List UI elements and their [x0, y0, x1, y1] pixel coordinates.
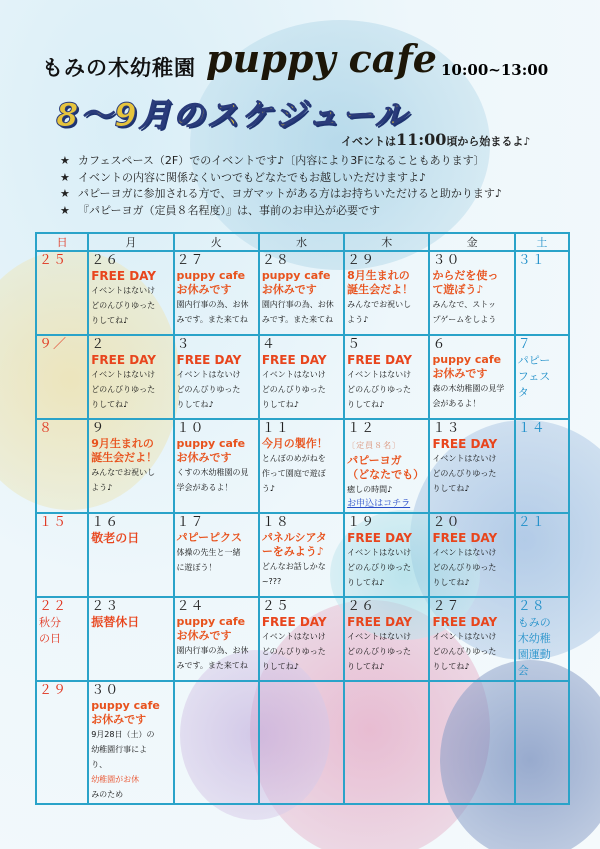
calendar-day-cell [174, 597, 259, 681]
event-detail: りしてね♪ [432, 662, 470, 671]
day-number [177, 337, 256, 353]
day-number [518, 253, 566, 269]
calendar-day-cell [88, 681, 173, 804]
notes-list [60, 153, 502, 219]
event-subtitle: お休みです [176, 283, 232, 296]
event-subtitle: ーをみよう♪ [261, 545, 324, 558]
note-item: ★ イベントの内容に関係なくいつでもどなたでもお越しいただけますよ♪ [60, 170, 427, 184]
event-detail: どのんびりゆった [432, 647, 497, 656]
holiday-text: の日 [39, 632, 61, 645]
calendar-day-cell [429, 513, 514, 597]
day-number [39, 337, 85, 353]
event-detail: イベントはないけ [347, 632, 412, 641]
day-number [177, 599, 256, 615]
day-number-text: ４ [261, 337, 276, 352]
saturday-event-text: 会 [517, 664, 529, 677]
calendar-day-cell [429, 251, 514, 335]
event-title: FREE DAY [91, 269, 156, 283]
event-detail: みんなで、ストッ [432, 300, 497, 309]
day-number [177, 253, 256, 269]
calendar-day-cell [515, 681, 569, 804]
event-detail: りしてね♪ [91, 316, 129, 325]
event-title: 9月生まれの [91, 437, 154, 450]
day-number [39, 515, 85, 531]
calendar-day-cell [429, 419, 514, 513]
event-detail: よう♪ [91, 483, 113, 492]
calendar-day-cell [259, 419, 344, 513]
day-number [432, 337, 511, 353]
calendar-day-cell [36, 251, 88, 335]
event-detail: みです。また来てね [261, 315, 334, 324]
calendar-day-cell [88, 419, 173, 513]
event-detail: イベントはないけ [261, 370, 326, 379]
day-number [262, 253, 341, 269]
calendar-day-cell [174, 513, 259, 597]
event-title: 今月の製作！ [261, 437, 328, 450]
day-number-text: １７ [176, 515, 205, 530]
event-detail: りしてね♪ [176, 400, 214, 409]
event-detail: り、 [91, 760, 108, 769]
event-detail: くすの木幼稚園の見 [176, 468, 249, 477]
event-detail: 幼稚園行事によ [91, 745, 148, 754]
start-time-note: イベントは11:00頃から始まるよ♪ [341, 130, 531, 149]
event-title: FREE DAY [347, 615, 412, 629]
calendar-day-cell [344, 597, 429, 681]
event-title: FREE DAY [432, 615, 498, 629]
event-subtitle: 誕生会だよ！ [347, 283, 414, 296]
event-title: puppy cafe [176, 437, 246, 450]
day-number [518, 337, 566, 353]
day-number [39, 683, 85, 699]
event-subtitle: お休みです [432, 367, 488, 380]
day-number-text: ２６ [347, 599, 376, 614]
saturday-event-text: パピー [517, 354, 551, 367]
event-detail: どのんびりゆった [261, 385, 326, 394]
event-detail: イベントはないけ [261, 632, 326, 641]
event-subtitle: お休みです [91, 713, 147, 726]
day-number-text: ３０ [91, 683, 120, 698]
weekday-thu: 木 [344, 233, 429, 251]
event-detail: 9月28日（土）の [91, 730, 155, 739]
event-detail: みです。また来てね [176, 315, 248, 324]
holiday-text: 秋分 [39, 616, 61, 629]
event-detail: りしてね♪ [261, 400, 299, 409]
event-detail: みんなでお祝いし [91, 468, 156, 477]
day-number-text: ２２ [39, 599, 68, 614]
event-title: FREE DAY [432, 531, 498, 545]
day-number-text: ６ [432, 337, 447, 352]
day-number-text: ２８ [261, 253, 290, 268]
day-number-text: ９ [91, 421, 106, 436]
event-subtitle: お休みです [261, 283, 317, 296]
cafe-name: puppy cafe [206, 36, 437, 81]
calendar-day-cell [36, 597, 88, 681]
event-title: 8月生まれの [347, 269, 410, 282]
calendar-day-cell [344, 335, 429, 419]
event-detail: どのんびりゆった [176, 385, 241, 394]
day-number-text: １０ [176, 421, 205, 436]
day-number [177, 515, 256, 531]
day-number-text: ２３ [91, 599, 120, 614]
saturday-event-text: 園運動 [517, 648, 551, 661]
day-number [262, 337, 341, 353]
day-number-text: １８ [261, 515, 290, 530]
calendar-day-cell [259, 681, 344, 804]
event-detail: 学会があるよ！ [176, 483, 233, 492]
day-number-text: ３０ [432, 253, 461, 268]
event-detail: どのんびりゆった [261, 647, 326, 656]
holiday-name: 敬老の日 [91, 531, 140, 545]
day-number-text: １２ [347, 421, 376, 436]
event-detail: 園内行事の為、お休 [176, 300, 249, 309]
calendar-day-cell [36, 419, 88, 513]
day-number-text: ２５ [39, 253, 68, 268]
page-title: 8～9月のスケジュール [56, 96, 409, 134]
calendar-week-row [36, 251, 569, 335]
calendar-day-cell [259, 513, 344, 597]
day-number-text: ２９ [347, 253, 376, 268]
day-number-text: ２６ [91, 253, 120, 268]
weekday-fri: 金 [429, 233, 514, 251]
day-number-text: ２８ [517, 599, 546, 614]
day-number [262, 515, 341, 531]
day-number-text: ３１ [517, 253, 546, 268]
day-number [347, 337, 426, 353]
event-title: FREE DAY [261, 615, 327, 629]
calendar-day-cell [36, 681, 88, 804]
day-number-text: １９ [347, 515, 376, 530]
event-detail: りしてね♪ [347, 578, 385, 587]
event-detail: 体操の先生と一緒 [176, 548, 241, 557]
event-detail: とんぼのめがねを [261, 454, 326, 463]
event-detail: イベントはないけ [347, 548, 412, 557]
calendar-day-cell [36, 513, 88, 597]
event-detail: みです。また来てね [176, 661, 248, 670]
calendar-day-cell [344, 681, 429, 804]
day-number-text: ２７ [432, 599, 461, 614]
calendar-day-cell [174, 681, 259, 804]
event-title: puppy cafe [176, 615, 246, 628]
calendar-day-cell [344, 251, 429, 335]
calendar-day-cell [88, 597, 173, 681]
day-number-text: １５ [39, 515, 68, 530]
day-number-text: ２ [91, 337, 106, 352]
event-title: パピーヨガ [347, 454, 402, 467]
event-detail: イベントはないけ [432, 548, 497, 557]
calendar-week-row [36, 513, 569, 597]
event-title: FREE DAY [432, 437, 498, 451]
event-title: puppy cafe [176, 269, 246, 282]
calendar-day-cell [259, 597, 344, 681]
day-number [347, 421, 426, 454]
calendar-day-cell [429, 681, 514, 804]
calendar-day-cell [429, 597, 514, 681]
saturday-event-text: 木幼稚 [517, 632, 551, 645]
event-detail: りしてね♪ [261, 662, 299, 671]
event-title: パネルシアタ [261, 531, 327, 544]
event-detail: どのんびりゆった [91, 385, 156, 394]
event-title: パピーピクス [176, 531, 242, 544]
event-title: FREE DAY [91, 353, 156, 367]
day-number [91, 683, 170, 699]
calendar-day-cell [515, 251, 569, 335]
day-number-text: １１ [261, 421, 290, 436]
day-number-text: １６ [91, 515, 120, 530]
hours: 10:00~13:00 [441, 61, 549, 79]
event-detail: みんなでお祝いし [347, 300, 412, 309]
event-subtitle: （どなたでも） [347, 468, 425, 481]
weekday-sat: 土 [515, 233, 569, 251]
day-number [91, 599, 170, 615]
calendar-day-cell [88, 513, 173, 597]
event-detail: イベントはないけ [432, 454, 497, 463]
calendar-day-cell [174, 251, 259, 335]
event-title: puppy cafe [432, 353, 502, 366]
day-number [432, 599, 511, 615]
weekday-sun: 日 [36, 233, 88, 251]
event-detail: よう♪ [347, 315, 369, 324]
event-detail: イベントはないけ [432, 632, 497, 641]
day-number [518, 599, 566, 615]
event-detail: りしてね♪ [347, 662, 385, 671]
holiday-name: 振替休日 [91, 615, 140, 629]
day-number-text: ２７ [176, 253, 205, 268]
event-detail: りしてね♪ [91, 400, 129, 409]
calendar-day-cell [344, 419, 429, 513]
event-detail: どのんびりゆった [91, 301, 156, 310]
day-number [347, 599, 426, 615]
event-detail: イベントはないけ [91, 286, 156, 295]
note-item: ★ パピーヨガに参加される方で、ヨガマットがある方はお持ちいただけると助かります♪ [60, 187, 502, 200]
event-detail: イベントはないけ [347, 370, 412, 379]
event-detail-highlight: 幼稚園がお休 [91, 775, 140, 784]
event-detail: う♪ [261, 484, 275, 493]
signup-link[interactable]: お申込はコチラ [347, 499, 411, 509]
event-detail: どのんびりゆった [347, 563, 412, 572]
weekday-wed: 水 [259, 233, 344, 251]
event-detail: プゲームをしよう [432, 315, 497, 324]
calendar-day-cell [88, 335, 173, 419]
event-detail: どのんびりゆった [347, 385, 412, 394]
day-number [347, 515, 426, 531]
event-subtitle: お休みです [176, 629, 232, 642]
calendar-day-cell [515, 335, 569, 419]
day-number-text: ２５ [261, 599, 290, 614]
weekday-mon: 月 [88, 233, 173, 251]
day-number [262, 599, 341, 615]
event-detail: 園内行事の為、お休 [261, 300, 334, 309]
day-number [262, 421, 341, 437]
day-number [432, 421, 511, 437]
day-number [177, 421, 256, 437]
day-number [39, 253, 85, 269]
event-detail: 園内行事の為、お休 [176, 646, 249, 655]
day-capacity-note: 〔定員８名〕 [347, 441, 402, 450]
day-number [91, 337, 170, 353]
event-detail: みのため [91, 790, 124, 799]
day-number-text: １４ [517, 421, 546, 436]
event-title: FREE DAY [347, 531, 412, 545]
day-number-text: ５ [347, 337, 362, 352]
event-title: FREE DAY [347, 353, 412, 367]
saturday-event-text: もみの [517, 616, 551, 629]
calendar-week-row [36, 419, 569, 513]
day-number [347, 253, 426, 269]
saturday-event-text: フェス [517, 370, 551, 383]
event-subtitle: て遊ぼう♪ [432, 283, 484, 296]
day-number-text: ７ [517, 337, 532, 352]
event-detail: 癒しの時間♪ [347, 485, 393, 494]
event-detail: どのんびりゆった [432, 469, 497, 478]
calendar-day-cell [515, 597, 569, 681]
event-detail: イベントはないけ [91, 370, 156, 379]
calendar-day-cell [515, 513, 569, 597]
day-number [518, 515, 566, 531]
schedule-calendar [35, 232, 570, 805]
note-item: ★ カフェスペース（2F）でのイベントです♪〔内容により3Fになることもあります〕 [60, 154, 485, 167]
event-title: puppy cafe [91, 699, 160, 712]
day-number [39, 421, 85, 437]
event-subtitle: 誕生会だよ！ [91, 451, 158, 464]
day-number-text: ２９ [39, 683, 68, 698]
event-title: puppy cafe [261, 269, 331, 282]
day-number-text: ８ [39, 421, 54, 436]
day-number [39, 599, 85, 615]
day-number-text: ３ [176, 337, 191, 352]
calendar-day-cell [174, 335, 259, 419]
event-detail: りしてね♪ [432, 484, 470, 493]
event-title: からだを使っ [432, 269, 499, 282]
event-detail: イベントはないけ [176, 370, 241, 379]
calendar-day-cell [259, 335, 344, 419]
calendar-week-row [36, 597, 569, 681]
event-title: FREE DAY [176, 353, 242, 367]
day-number-text: ２４ [176, 599, 205, 614]
org-name: もみの木幼稚園 [42, 56, 196, 80]
day-number [91, 253, 170, 269]
event-detail: りしてね♪ [432, 578, 470, 587]
calendar-day-cell [174, 419, 259, 513]
note-item: ★ 『パピーヨガ（定員８名程度）』は、事前のお申込が必要です [60, 203, 381, 217]
event-detail: に遊ぼう！ [176, 563, 217, 572]
day-number [91, 515, 170, 531]
calendar-day-cell [88, 251, 173, 335]
event-detail: ~??? [261, 577, 282, 586]
calendar-day-cell [429, 335, 514, 419]
day-number [432, 253, 511, 269]
event-detail: 森の木幼稚園の見学 [432, 384, 505, 393]
day-number [91, 421, 170, 437]
day-number-text: ２１ [517, 515, 546, 530]
calendar-day-cell [515, 419, 569, 513]
saturday-event-text: タ [517, 386, 529, 399]
event-detail: 会があるよ！ [432, 399, 481, 408]
event-detail: 作って園庭で遊ぼ [261, 469, 326, 478]
calendar-day-cell [344, 513, 429, 597]
event-detail: どんなお話しかな [261, 562, 326, 571]
calendar-day-cell [259, 251, 344, 335]
day-number [432, 515, 511, 531]
calendar-day-cell [36, 335, 88, 419]
event-detail: どのんびりゆった [347, 647, 412, 656]
event-detail: りしてね♪ [347, 400, 385, 409]
event-title: FREE DAY [261, 353, 327, 367]
calendar-week-row [36, 681, 569, 804]
day-number-text: １３ [432, 421, 461, 436]
calendar-week-row [36, 335, 569, 419]
day-number-text: ９／ [39, 337, 68, 352]
event-subtitle: お休みです [176, 451, 232, 464]
weekday-tue: 火 [174, 233, 259, 251]
day-number [518, 421, 566, 437]
event-detail: どのんびりゆった [432, 563, 497, 572]
day-number-text: ２０ [432, 515, 461, 530]
